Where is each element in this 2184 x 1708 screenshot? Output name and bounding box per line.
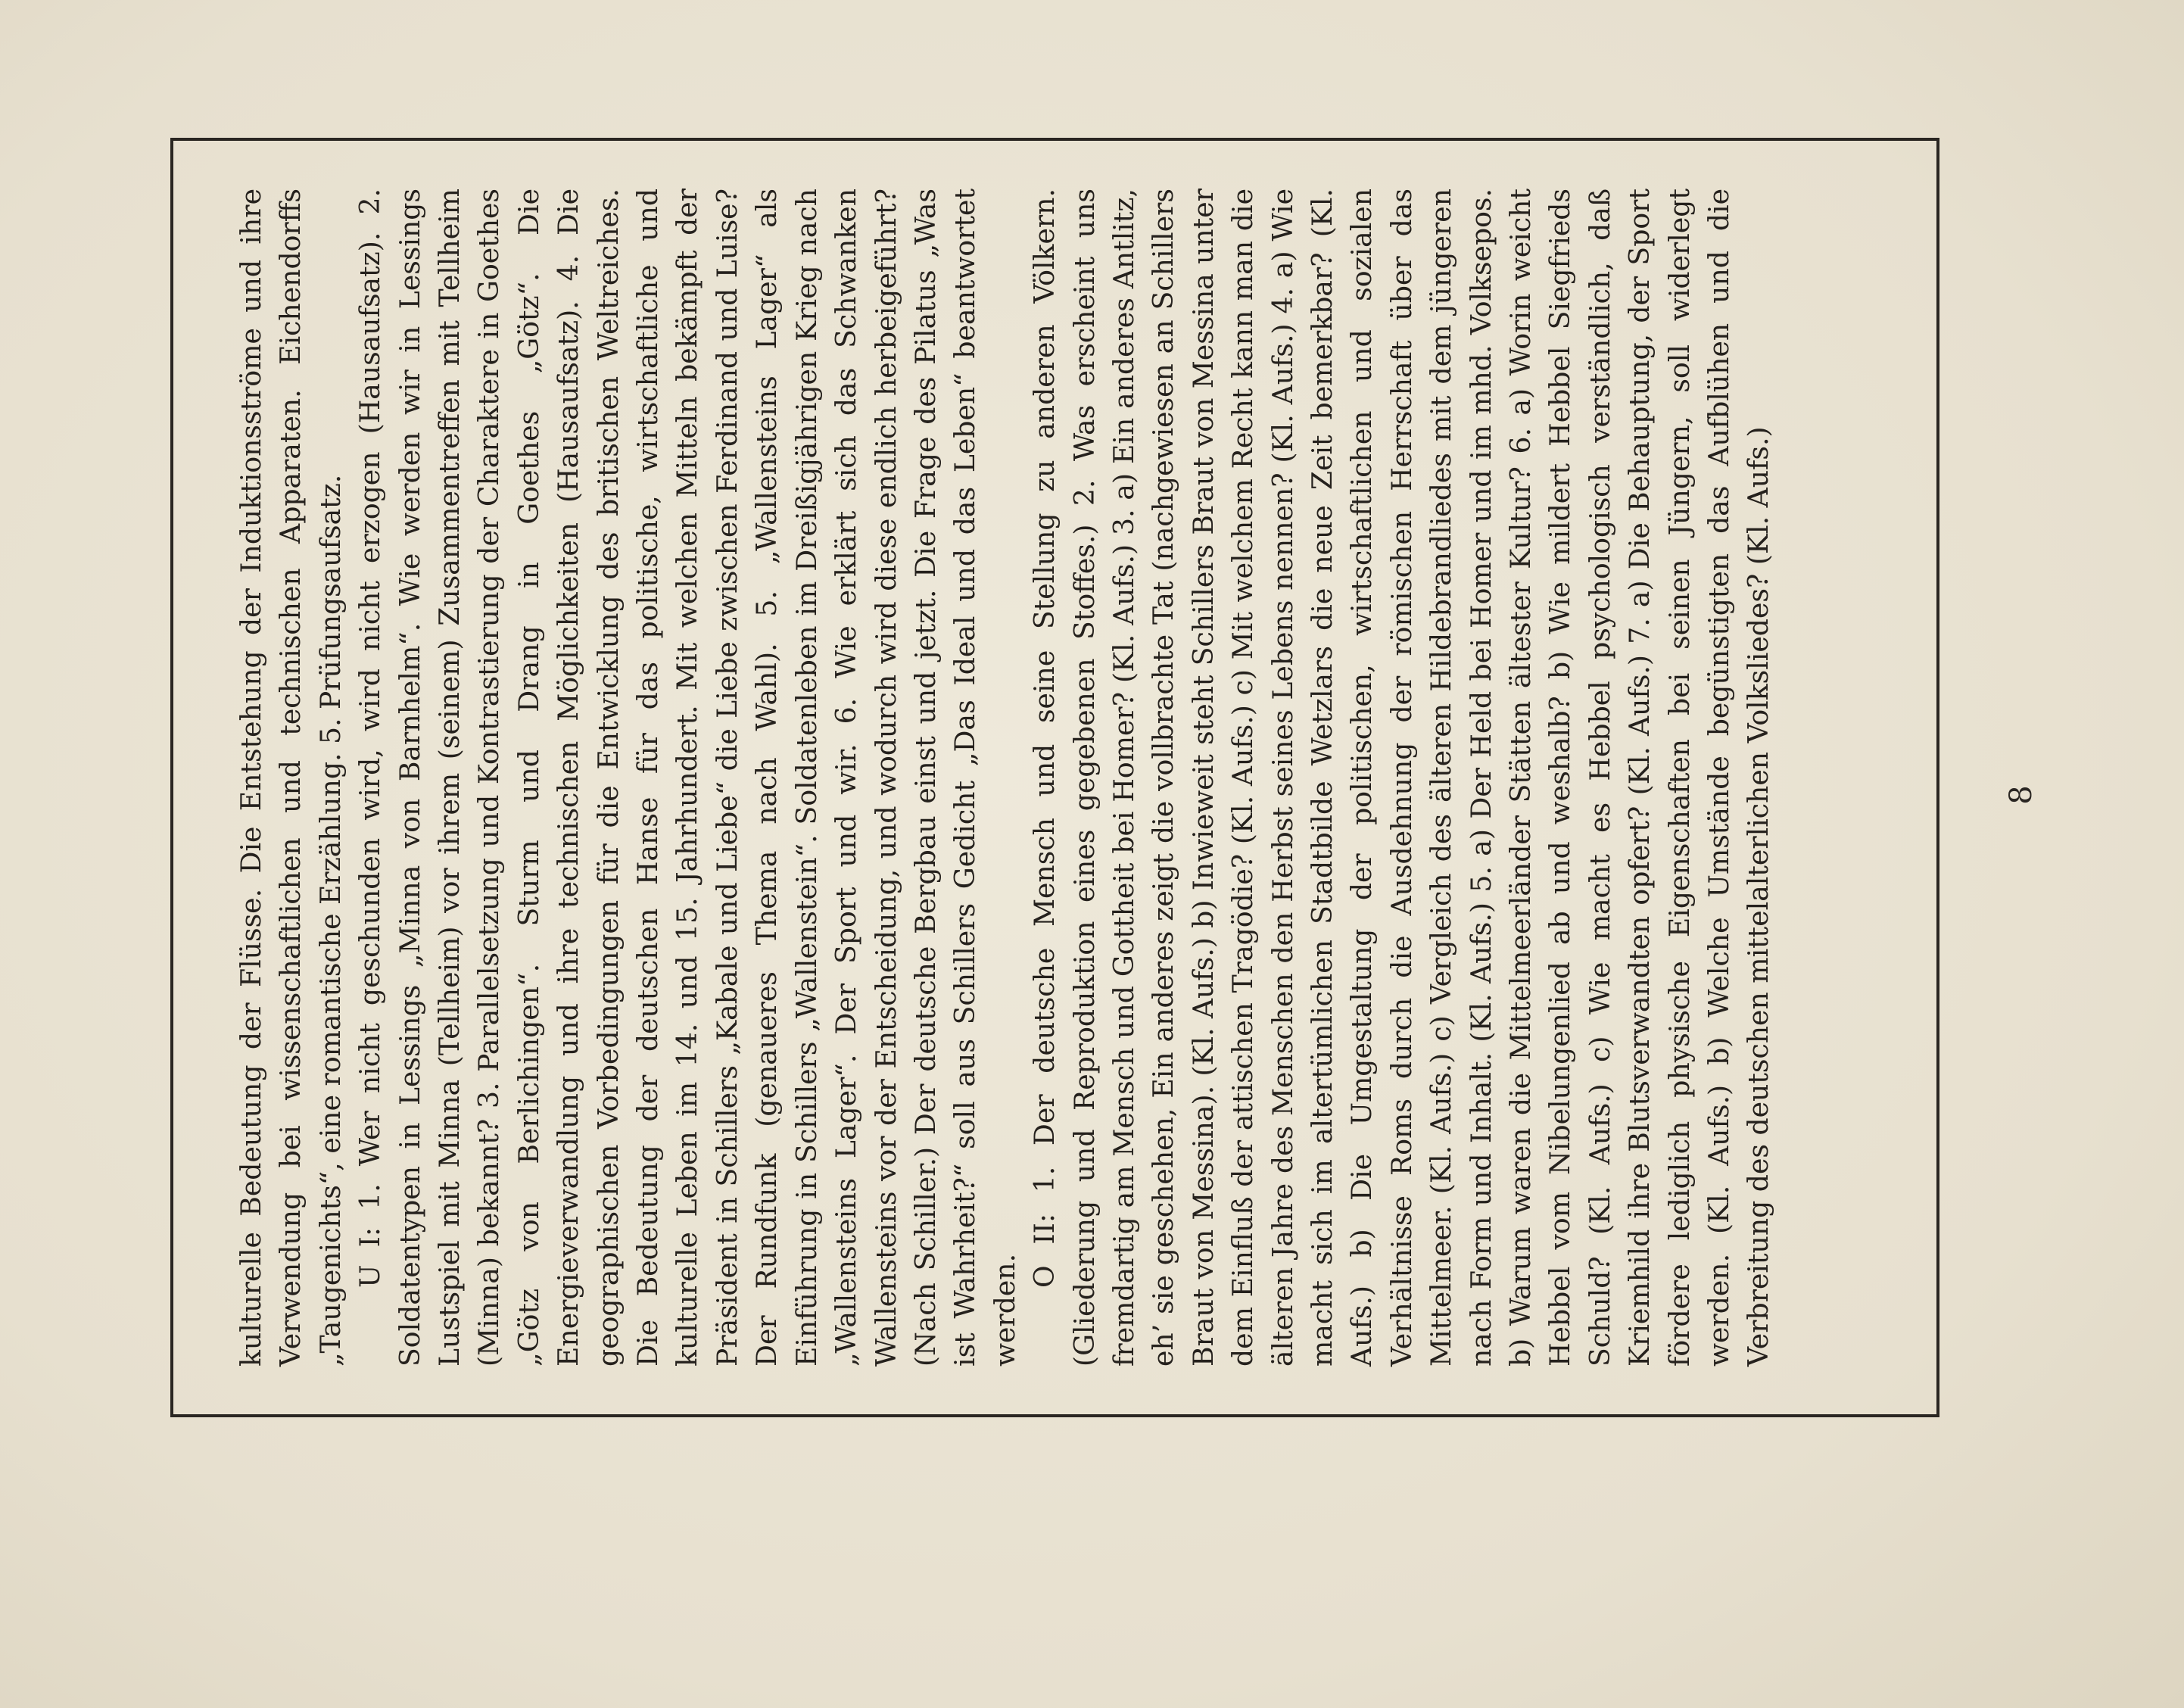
paragraph-o-ii: O II: 1. Der deutsche Mensch und seine Stellung zu anderen Völkern. (Gliederung und Reproduktion eines gegebenen Stoffes.) 2. Was erscheint uns fremdartig am Mensch und Gottheit bei Homer? (Kl. Aufs.) 3. a) Ein anderes Antlitz, eh’ sie geschehen, Ein anderes zeigt die vollbrachte Tat (nachgewiesen an Schillers Braut von Messina). (Kl. Aufs.) b) Inwieweit steht Schillers Braut von Messina unter dem Einfluß der attischen Tragödie? (Kl. Aufs.) c) Mit welchem Recht kann man die älteren Jahre des Menschen den Herbst seines Lebens nennen? (Kl. Aufs.) 4. a) Wie macht sich im altertümlichen Stadtbilde Wetzlars die neue Zeit bemerkbar? (Kl. Aufs.) b) Die Umgestaltung der politischen, wirtschaftlichen und sozialen Verhältnisse Roms durch die Ausdehnung der römischen Herrschaft über das Mittelmeer. (Kl. Aufs.) c) Vergleich des älteren Hildebrandliedes mit dem jüngeren nach Form und Inhalt. (Kl. Aufs.) 5. a) Der Held bei Homer und im mhd. Volksepos. b) Warum waren die Mittelmeerländer Stätten ältester Kultur? 6. a) Worin weicht Hebbel vom Nibelungenlied ab und weshalb? b) Wie mildert Hebbel Siegfrieds Schuld? (Kl. Aufs.) c) Wie macht es Hebbel psychologisch verständlich, daß Kriemhild ihre Blutsverwandten opfert? (Kl. Aufs.) 7. a) Die Behauptung, der Sport fördere lediglich physische Eigenschaften bei seinen Jüngern, soll widerlegt werden. (Kl. Aufs.) b) Welche Umstände begünstigten das Aufblühen und die Verbreitung des deutschen mittelalterlichen Volksliedes? (Kl. Aufs.) <box>1027 189 1774 1367</box>
text-frame <box>170 138 1939 1417</box>
paragraph-u-i: U I: 1. Wer nicht geschunden wird, wird nicht erzogen (Hausaufsatz). 2. Soldatentypen in Lessings „Minna von Barnhelm“. Wie werden wir in Lessings Lustspiel mit Minna (Tellheim) vor ihrem (seinem) Zusammentreffen mit Tellheim (Minna) bekannt? 3. Parallelsetzung und Kontrastierung der Charaktere in Goethes „Götz von Berlichingen“. Sturm und Drang in Goethes „Götz“. Die Energieverwandlung und ihre technischen Möglichkeiten (Hausaufsatz). 4. Die geographischen Vorbedingungen für die Entwicklung des britischen Weltreiches. Die Bedeutung der deutschen Hanse für das politische, wirtschaftliche und kulturelle Leben im 14. und 15. Jahrhundert. Mit welchen Mitteln bekämpft der Präsident in Schillers „Kabale und Liebe“ die Liebe zwischen Ferdinand und Luise? Der Rundfunk (genaueres Thema nach Wahl). 5. „Wallensteins Lager“ als Einführung in Schillers „Wallenstein“. Soldatenleben im Dreißigjährigen Krieg nach „Wallensteins Lager“. Der Sport und wir. 6. Wie erklärt sich das Schwanken Wallensteins vor der Entscheidung, und wodurch wird diese endlich herbeigeführt? (Nach Schiller.) Der deutsche Bergbau einst und jetzt. Die Frage des Pilatus „Was ist Wahrheit?“ soll aus Schillers Gedicht „Das Ideal und das Leben“ beantwortet werden. <box>353 189 1021 1367</box>
paragraph-continuation: kulturelle Bedeutung der Flüsse. Die Entstehung der Induktionsströme und ihre Verwendung bei wissenschaftlichen und technischen Apparaten. Eichendorffs „Taugenichts“, eine romantische Erzählung. 5. Prüfungsaufsatz. <box>234 189 347 1367</box>
page-number: 8 <box>2004 785 2039 805</box>
rotated-text-block <box>192 157 1918 1398</box>
